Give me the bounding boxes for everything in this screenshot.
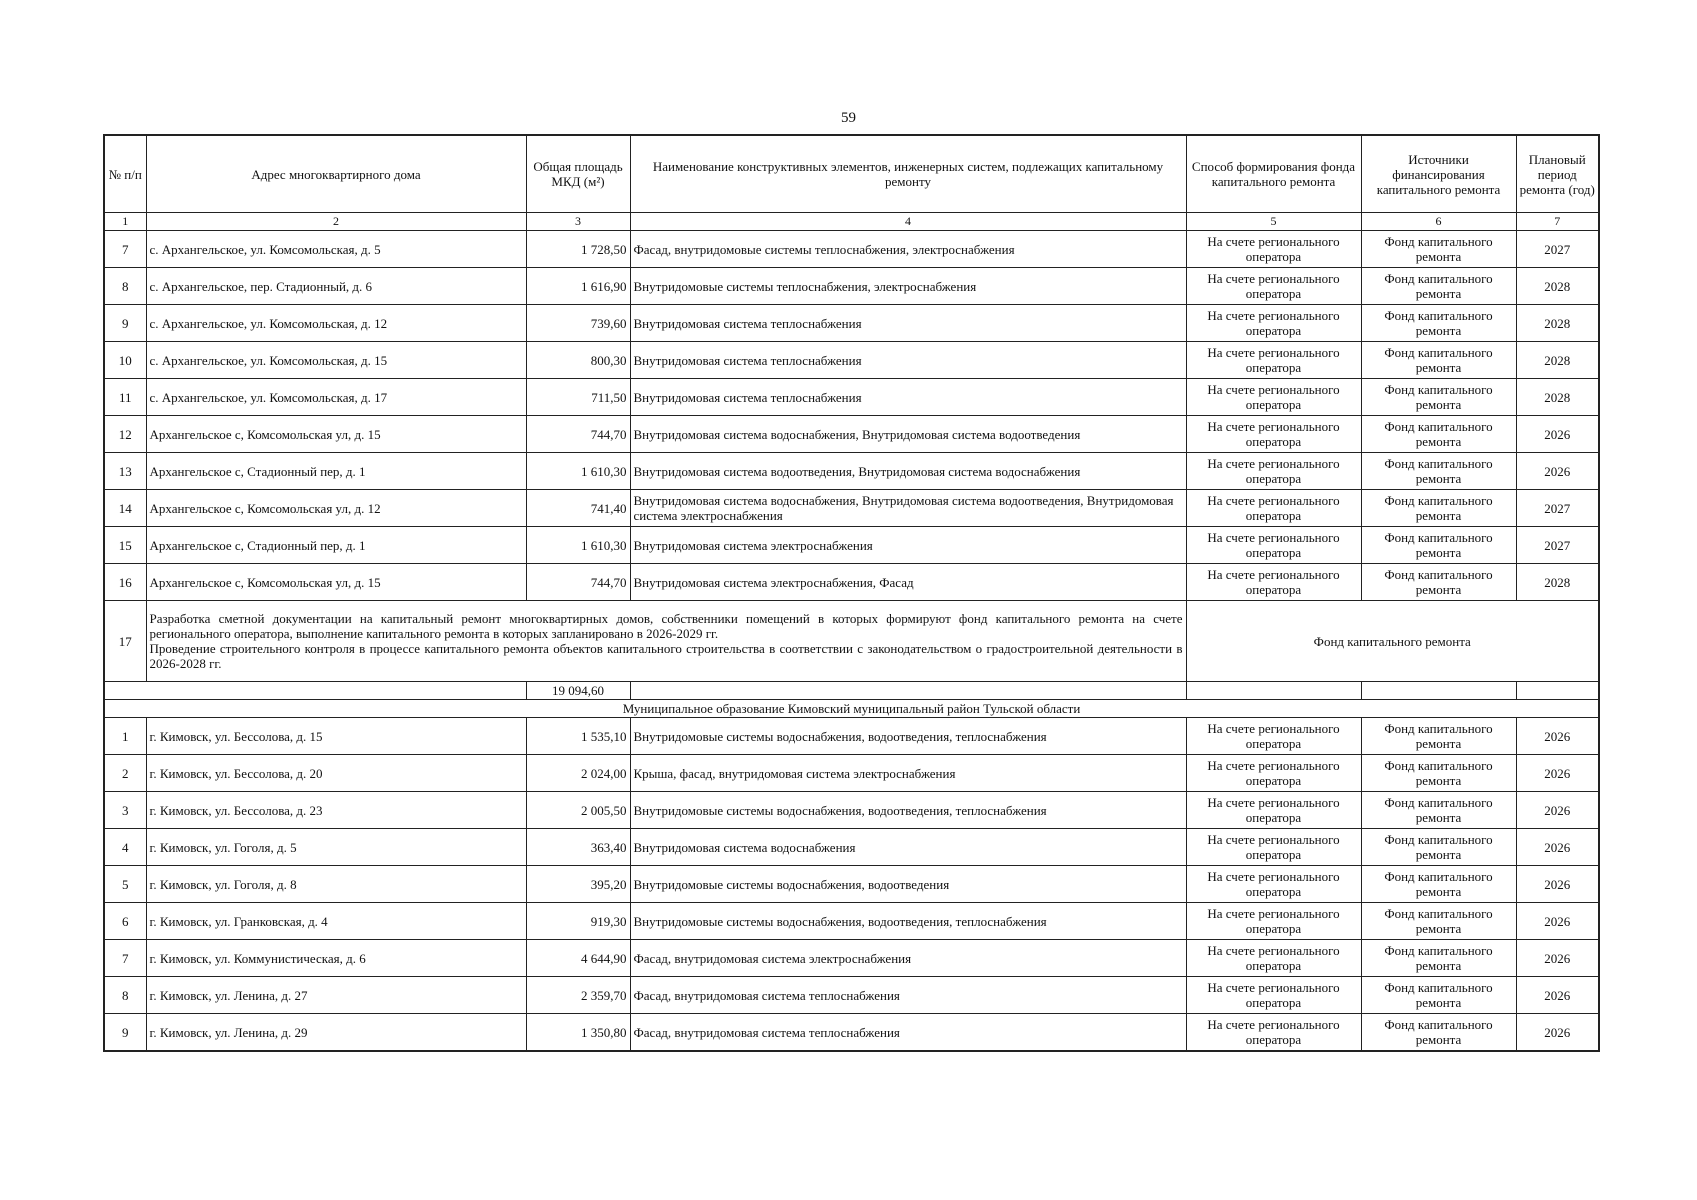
source-cell: Фонд капитального ремонта: [1361, 305, 1516, 342]
source-cell: Фонд капитального ремонта: [1361, 564, 1516, 601]
address-cell: г. Кимовск, ул. Ленина, д. 27: [146, 977, 526, 1014]
section-row: [104, 700, 1599, 718]
year-cell: 2028: [1516, 342, 1599, 379]
elements-cell: Внутридомовая система водоснабжения: [630, 829, 1186, 866]
area-cell: 1 535,10: [526, 718, 630, 755]
column-number: 3: [526, 213, 630, 231]
method-cell: На счете регионального оператора: [1186, 416, 1361, 453]
table-body-kimovsk: [104, 718, 1599, 1052]
area-cell: 739,60: [526, 305, 630, 342]
method-cell: На счете регионального оператора: [1186, 564, 1361, 601]
total-blank: [104, 682, 526, 700]
column-number-row: [104, 213, 1599, 231]
method-cell: На счете регионального оператора: [1186, 940, 1361, 977]
year-cell: 2028: [1516, 379, 1599, 416]
elements-cell: Фасад, внутридомовые системы теплоснабжения, электроснабжения: [630, 231, 1186, 268]
row-number: 1: [104, 718, 146, 755]
area-cell: 4 644,90: [526, 940, 630, 977]
elements-cell: Фасад, внутридомовая система теплоснабжения: [630, 977, 1186, 1014]
work-text-design: Разработка сметной документации на капитальный ремонт многоквартирных домов, собственники помещений в которых формируют фонд капитального ремонта на счете регионального оператора, выполнение капитального ремонта в которых запланировано в 2026-2029 гг.: [149, 611, 1183, 641]
area-cell: 744,70: [526, 564, 630, 601]
method-cell: На счете регионального оператора: [1186, 792, 1361, 829]
elements-cell: Внутридомовая система теплоснабжения: [630, 379, 1186, 416]
method-cell: На счете регионального оператора: [1186, 342, 1361, 379]
elements-cell: Внутридомовая система теплоснабжения: [630, 342, 1186, 379]
row-number: 8: [104, 977, 146, 1014]
source-cell: Фонд капитального ремонта: [1361, 416, 1516, 453]
column-number: 1: [104, 213, 146, 231]
address-cell: с. Архангельское, ул. Комсомольская, д. 5: [146, 231, 526, 268]
source-cell: Фонд капитального ремонта: [1361, 866, 1516, 903]
work-source: Фонд капитального ремонта: [1186, 601, 1599, 682]
header-address: Адрес многоквартирного дома: [146, 135, 526, 213]
method-cell: На счете регионального оператора: [1186, 527, 1361, 564]
row-number: 7: [104, 940, 146, 977]
source-cell: Фонд капитального ремонта: [1361, 527, 1516, 564]
table-row: [104, 453, 1599, 490]
row-number: 14: [104, 490, 146, 527]
source-cell: Фонд капитального ремонта: [1361, 792, 1516, 829]
area-cell: 363,40: [526, 829, 630, 866]
row-number: 6: [104, 903, 146, 940]
table-row: [104, 977, 1599, 1014]
method-cell: На счете регионального оператора: [1186, 231, 1361, 268]
method-cell: На счете регионального оператора: [1186, 268, 1361, 305]
table-row: [104, 268, 1599, 305]
table-row: [104, 527, 1599, 564]
method-cell: На счете регионального оператора: [1186, 305, 1361, 342]
area-cell: 1 610,30: [526, 527, 630, 564]
area-cell: 1 616,90: [526, 268, 630, 305]
table-row: [104, 416, 1599, 453]
source-cell: Фонд капитального ремонта: [1361, 453, 1516, 490]
address-cell: Архангельское с, Комсомольская ул, д. 15: [146, 416, 526, 453]
row-number: 15: [104, 527, 146, 564]
table-row: [104, 1014, 1599, 1052]
work-row: [104, 601, 1599, 682]
table-row: [104, 866, 1599, 903]
table-row: [104, 755, 1599, 792]
source-cell: Фонд капитального ремонта: [1361, 718, 1516, 755]
column-number: 6: [1361, 213, 1516, 231]
column-number: 2: [146, 213, 526, 231]
address-cell: Архангельское с, Стадионный пер, д. 1: [146, 527, 526, 564]
address-cell: г. Кимовск, ул. Бессолова, д. 20: [146, 755, 526, 792]
column-number: 5: [1186, 213, 1361, 231]
address-cell: с. Архангельское, ул. Комсомольская, д. 12: [146, 305, 526, 342]
row-number: 10: [104, 342, 146, 379]
table-row: [104, 379, 1599, 416]
address-cell: г. Кимовск, ул. Бессолова, д. 23: [146, 792, 526, 829]
year-cell: 2027: [1516, 231, 1599, 268]
method-cell: На счете регионального оператора: [1186, 490, 1361, 527]
area-cell: 2 024,00: [526, 755, 630, 792]
source-cell: Фонд капитального ремонта: [1361, 940, 1516, 977]
area-cell: 395,20: [526, 866, 630, 903]
address-cell: Архангельское с, Комсомольская ул, д. 15: [146, 564, 526, 601]
header-method: Способ формирования фонда капитального ремонта: [1186, 135, 1361, 213]
year-cell: 2026: [1516, 718, 1599, 755]
table-row: [104, 342, 1599, 379]
row-number: 3: [104, 792, 146, 829]
elements-cell: Внутридомовая система водоснабжения, Внутридомовая система водоотведения, Внутридомовая система электроснабжения: [630, 490, 1186, 527]
area-cell: 1 610,30: [526, 453, 630, 490]
header-num: № п/п: [104, 135, 146, 213]
repair-plan-table: [103, 134, 1600, 1052]
row-number: 11: [104, 379, 146, 416]
method-cell: На счете регионального оператора: [1186, 903, 1361, 940]
area-cell: 1 350,80: [526, 1014, 630, 1052]
work-text-control: Проведение строительного контроля в процессе капитального ремонта объектов капитального строительства в соответствии с законодательством о градостроительной деятельности в 2026-2028 гг.: [149, 641, 1183, 671]
row-number: 7: [104, 231, 146, 268]
column-number: 7: [1516, 213, 1599, 231]
table-body-summary: [104, 601, 1599, 718]
total-blank: [1516, 682, 1599, 700]
source-cell: Фонд капитального ремонта: [1361, 490, 1516, 527]
elements-cell: Внутридомовые системы водоснабжения, водоотведения: [630, 866, 1186, 903]
source-cell: Фонд капитального ремонта: [1361, 903, 1516, 940]
row-number: 13: [104, 453, 146, 490]
year-cell: 2026: [1516, 453, 1599, 490]
table-row: [104, 829, 1599, 866]
method-cell: На счете регионального оператора: [1186, 866, 1361, 903]
address-cell: г. Кимовск, ул. Ленина, д. 29: [146, 1014, 526, 1052]
header-source: Источники финансирования капитального ремонта: [1361, 135, 1516, 213]
page-number: 59: [841, 110, 856, 126]
method-cell: На счете регионального оператора: [1186, 453, 1361, 490]
year-cell: 2026: [1516, 866, 1599, 903]
row-number: 5: [104, 866, 146, 903]
address-cell: г. Кимовск, ул. Коммунистическая, д. 6: [146, 940, 526, 977]
address-cell: г. Кимовск, ул. Гоголя, д. 5: [146, 829, 526, 866]
column-number: 4: [630, 213, 1186, 231]
address-cell: с. Архангельское, ул. Комсомольская, д. 15: [146, 342, 526, 379]
area-cell: 741,40: [526, 490, 630, 527]
table-row: [104, 940, 1599, 977]
row-number: 2: [104, 755, 146, 792]
elements-cell: Внутридомовая система электроснабжения, Фасад: [630, 564, 1186, 601]
source-cell: Фонд капитального ремонта: [1361, 1014, 1516, 1052]
row-number: 4: [104, 829, 146, 866]
source-cell: Фонд капитального ремонта: [1361, 268, 1516, 305]
address-cell: г. Кимовск, ул. Бессолова, д. 15: [146, 718, 526, 755]
row-number: 12: [104, 416, 146, 453]
address-cell: Архангельское с, Комсомольская ул, д. 12: [146, 490, 526, 527]
total-blank: [1361, 682, 1516, 700]
elements-cell: Внутридомовая система водоснабжения, Внутридомовая система водоотведения: [630, 416, 1186, 453]
address-cell: г. Кимовск, ул. Гранковская, д. 4: [146, 903, 526, 940]
elements-cell: Крыша, фасад, внутридомовая система электроснабжения: [630, 755, 1186, 792]
elements-cell: Внутридомовые системы водоснабжения, водоотведения, теплоснабжения: [630, 718, 1186, 755]
year-cell: 2027: [1516, 490, 1599, 527]
area-cell: 2 359,70: [526, 977, 630, 1014]
year-cell: 2026: [1516, 792, 1599, 829]
source-cell: Фонд капитального ремонта: [1361, 829, 1516, 866]
method-cell: На счете регионального оператора: [1186, 829, 1361, 866]
header-row: [104, 135, 1599, 213]
total-area: 19 094,60: [526, 682, 630, 700]
year-cell: 2028: [1516, 564, 1599, 601]
elements-cell: Внутридомовая система теплоснабжения: [630, 305, 1186, 342]
table-row: [104, 231, 1599, 268]
area-cell: 711,50: [526, 379, 630, 416]
elements-cell: Внутридомовые системы водоснабжения, водоотведения, теплоснабжения: [630, 903, 1186, 940]
elements-cell: Внутридомовые системы теплоснабжения, электроснабжения: [630, 268, 1186, 305]
year-cell: 2026: [1516, 1014, 1599, 1052]
elements-cell: Фасад, внутридомовая система электроснабжения: [630, 940, 1186, 977]
method-cell: На счете регионального оператора: [1186, 718, 1361, 755]
address-cell: с. Архангельское, пер. Стадионный, д. 6: [146, 268, 526, 305]
area-cell: 1 728,50: [526, 231, 630, 268]
table-row: [104, 718, 1599, 755]
year-cell: 2026: [1516, 977, 1599, 1014]
row-number: 8: [104, 268, 146, 305]
header-elements: Наименование конструктивных элементов, инженерных систем, подлежащих капитальному ремонту: [630, 135, 1186, 213]
year-cell: 2026: [1516, 416, 1599, 453]
header-period: Плановый период ремонта (год): [1516, 135, 1599, 213]
header-area: Общая площадь МКД (м²): [526, 135, 630, 213]
table-row: [104, 564, 1599, 601]
row-number: 9: [104, 1014, 146, 1052]
year-cell: 2027: [1516, 527, 1599, 564]
row-number: 16: [104, 564, 146, 601]
year-cell: 2026: [1516, 829, 1599, 866]
total-blank: [630, 682, 1186, 700]
table-row: [104, 305, 1599, 342]
method-cell: На счете регионального оператора: [1186, 977, 1361, 1014]
area-cell: 800,30: [526, 342, 630, 379]
method-cell: На счете регионального оператора: [1186, 379, 1361, 416]
method-cell: На счете регионального оператора: [1186, 1014, 1361, 1052]
source-cell: Фонд капитального ремонта: [1361, 755, 1516, 792]
source-cell: Фонд капитального ремонта: [1361, 977, 1516, 1014]
year-cell: 2026: [1516, 940, 1599, 977]
address-cell: с. Архангельское, ул. Комсомольская, д. 17: [146, 379, 526, 416]
year-cell: 2026: [1516, 755, 1599, 792]
table-body-arkhangelskoe: [104, 231, 1599, 601]
section-title: Муниципальное образование Кимовский муниципальный район Тульской области: [104, 700, 1599, 718]
elements-cell: Внутридомовая система электроснабжения: [630, 527, 1186, 564]
year-cell: 2028: [1516, 268, 1599, 305]
elements-cell: Фасад, внутридомовая система теплоснабжения: [630, 1014, 1186, 1052]
area-cell: 744,70: [526, 416, 630, 453]
method-cell: На счете регионального оператора: [1186, 755, 1361, 792]
work-description: [146, 601, 1186, 682]
row-number: 17: [104, 601, 146, 682]
elements-cell: Внутридомовая система водоотведения, Внутридомовая система водоснабжения: [630, 453, 1186, 490]
table-row: [104, 792, 1599, 829]
source-cell: Фонд капитального ремонта: [1361, 379, 1516, 416]
year-cell: 2028: [1516, 305, 1599, 342]
source-cell: Фонд капитального ремонта: [1361, 342, 1516, 379]
source-cell: Фонд капитального ремонта: [1361, 231, 1516, 268]
elements-cell: Внутридомовые системы водоснабжения, водоотведения, теплоснабжения: [630, 792, 1186, 829]
table-row: [104, 903, 1599, 940]
year-cell: 2026: [1516, 903, 1599, 940]
total-row: [104, 682, 1599, 700]
address-cell: г. Кимовск, ул. Гоголя, д. 8: [146, 866, 526, 903]
area-cell: 919,30: [526, 903, 630, 940]
area-cell: 2 005,50: [526, 792, 630, 829]
row-number: 9: [104, 305, 146, 342]
total-blank: [1186, 682, 1361, 700]
address-cell: Архангельское с, Стадионный пер, д. 1: [146, 453, 526, 490]
table-row: [104, 490, 1599, 527]
